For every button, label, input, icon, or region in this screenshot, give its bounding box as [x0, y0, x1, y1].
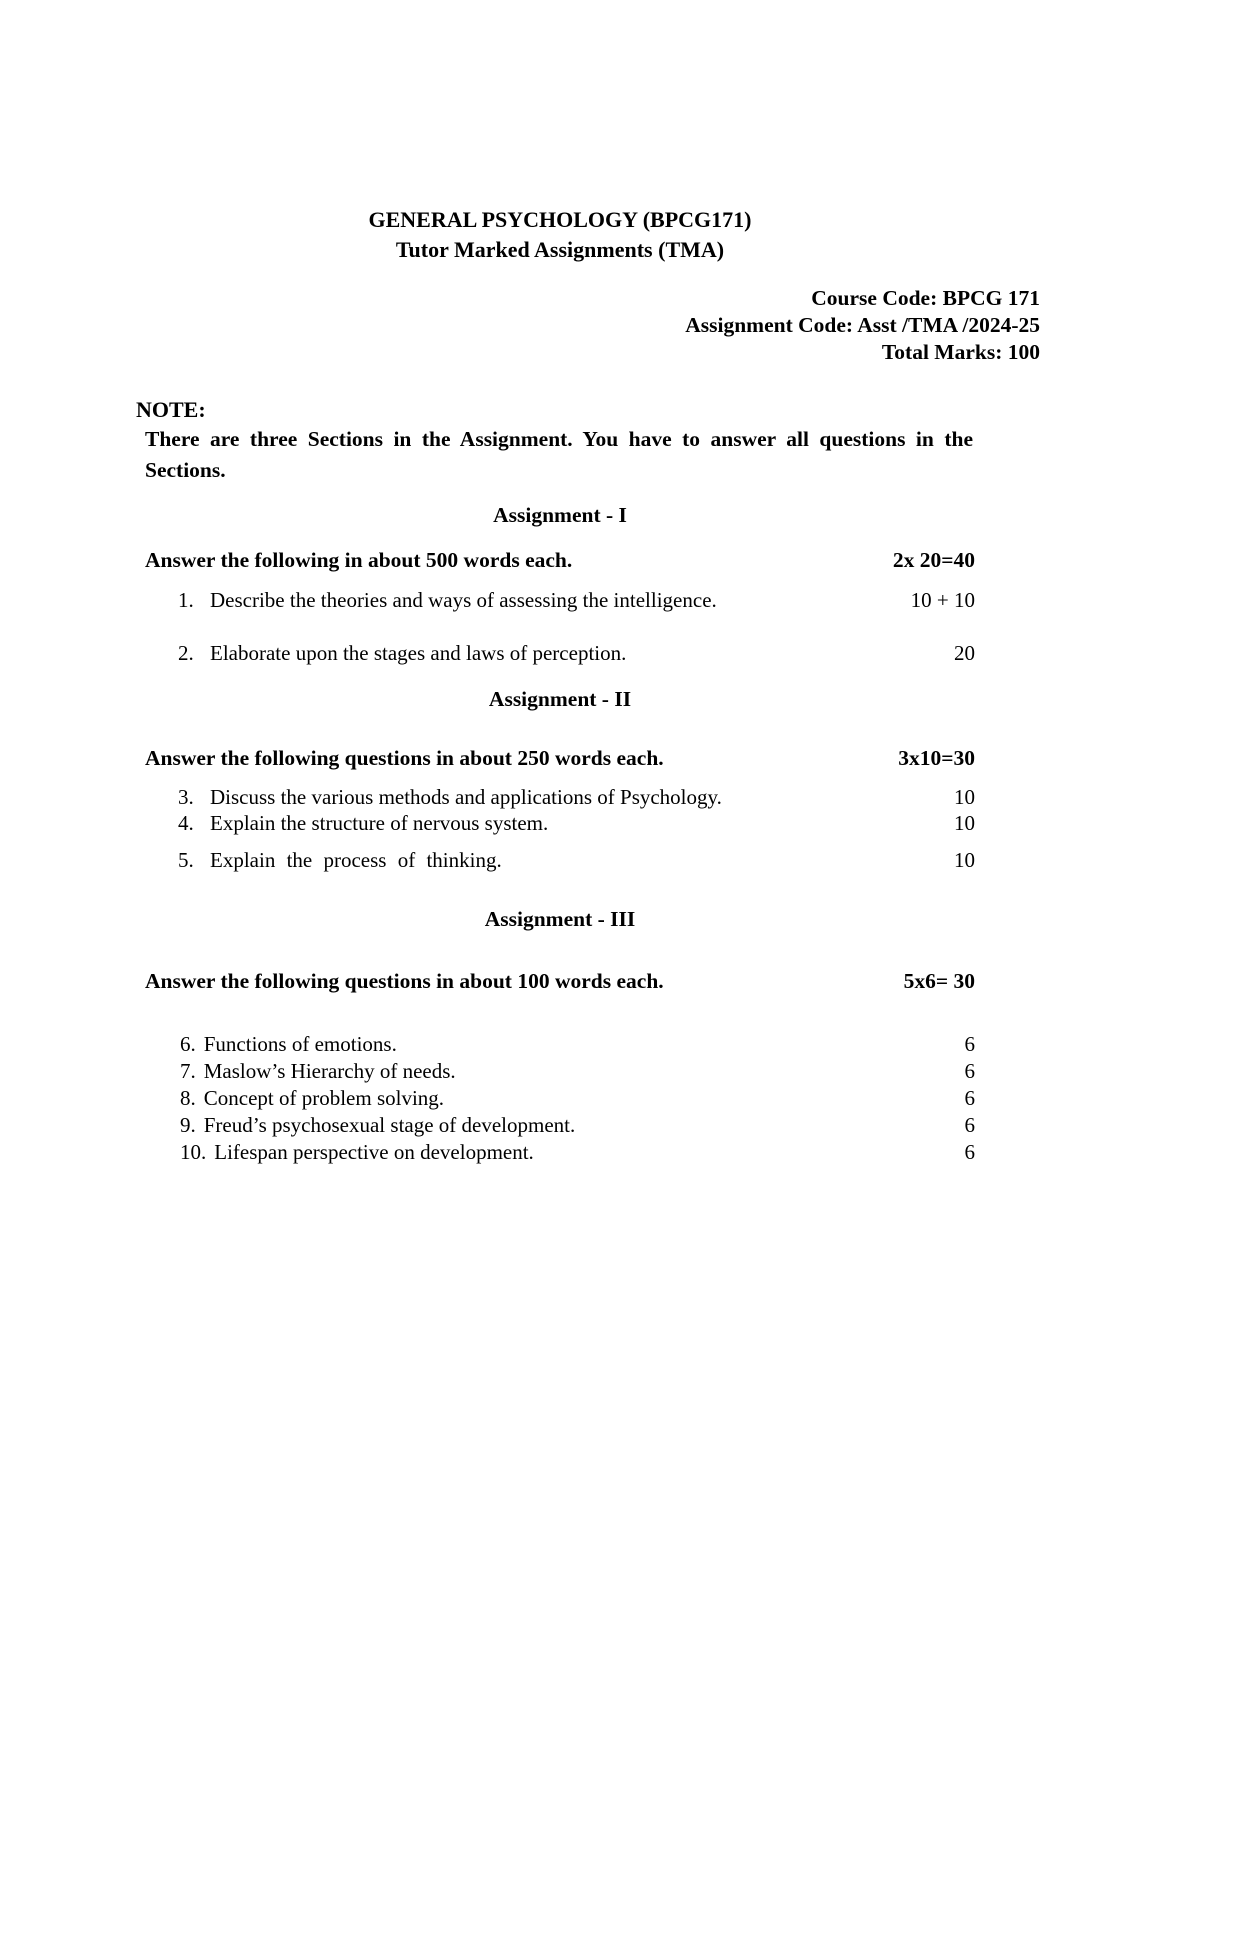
question-text: Freud’s psychosexual stage of development.	[203, 1113, 576, 1137]
instruction-row-assignment-3	[145, 968, 975, 995]
instruction-row-assignment-1	[145, 547, 975, 574]
assignment-code: Assignment Code: Asst /TMA /2024-25	[685, 313, 1040, 337]
question-number: 9.	[180, 1113, 196, 1137]
question-marks: 10 + 10	[910, 588, 975, 612]
question-text: Concept of problem solving.	[203, 1086, 445, 1110]
course-info-block	[145, 285, 1040, 366]
question-marks: 10	[954, 848, 975, 872]
note-text: There are three Sections in the Assignment. You have to answer all questions in the Sections.	[145, 427, 973, 482]
question-marks: 6	[964, 1140, 975, 1164]
question-row	[145, 1112, 975, 1139]
question-number: 6.	[180, 1032, 196, 1056]
question-row	[145, 784, 975, 810]
question-marks: 6	[964, 1059, 975, 1083]
question-text: Explain the structure of nervous system.	[210, 811, 549, 835]
question-number: 10.	[180, 1140, 207, 1164]
section-heading-assignment-2: Assignment - II	[488, 687, 632, 711]
question-number: 2.	[178, 641, 194, 665]
marks-scheme: 3x10=30	[898, 746, 975, 770]
short-question-list	[145, 1031, 975, 1166]
question-text: Explain the process of thinking.	[210, 848, 502, 872]
document-subtitle: Tutor Marked Assignments (TMA)	[395, 237, 725, 262]
question-marks: 10	[954, 811, 975, 835]
question-text: Functions of emotions.	[203, 1032, 397, 1056]
question-marks: 20	[954, 641, 975, 665]
question-row	[145, 810, 975, 836]
title-block	[145, 205, 975, 265]
note-label: NOTE:	[136, 397, 206, 422]
total-marks: Total Marks: 100	[881, 340, 1040, 364]
question-text: Maslow’s Hierarchy of needs.	[203, 1059, 456, 1083]
question-row	[145, 1139, 975, 1166]
instruction-text: Answer the following questions in about 250 words each.	[145, 746, 664, 770]
question-marks: 6	[964, 1086, 975, 1110]
document-page	[136, 205, 1040, 1166]
question-text: Elaborate upon the stages and laws of perception.	[210, 641, 627, 665]
document-title: GENERAL PSYCHOLOGY (BPCG171)	[368, 207, 752, 232]
question-marks: 6	[964, 1113, 975, 1137]
question-number: 8.	[180, 1086, 196, 1110]
question-row	[145, 1058, 975, 1085]
question-row	[145, 847, 975, 873]
instruction-row-assignment-2	[145, 745, 975, 772]
question-marks: 10	[954, 785, 975, 809]
question-row	[145, 587, 975, 613]
course-code: Course Code: BPCG 171	[811, 286, 1040, 310]
question-number: 3.	[178, 785, 194, 809]
question-number: 7.	[180, 1059, 196, 1083]
instruction-text: Answer the following questions in about 100 words each.	[145, 969, 664, 993]
instruction-text: Answer the following in about 500 words each.	[145, 548, 573, 572]
marks-scheme: 2x 20=40	[892, 548, 975, 572]
question-row	[145, 1031, 975, 1058]
question-number: 4.	[178, 811, 194, 835]
question-number: 1.	[178, 588, 194, 612]
question-text: Describe the theories and ways of assessing the intelligence.	[210, 588, 717, 612]
section-heading-assignment-3: Assignment - III	[484, 907, 636, 931]
document-body	[136, 396, 975, 1166]
question-row	[145, 640, 975, 666]
section-heading-assignment-1: Assignment - I	[493, 503, 627, 527]
question-row	[145, 1085, 975, 1112]
question-text: Lifespan perspective on development.	[214, 1140, 534, 1164]
marks-scheme: 5x6= 30	[903, 969, 975, 993]
question-text: Discuss the various methods and applications of Psychology.	[210, 785, 722, 809]
question-number: 5.	[178, 848, 194, 872]
question-marks: 6	[964, 1032, 975, 1056]
